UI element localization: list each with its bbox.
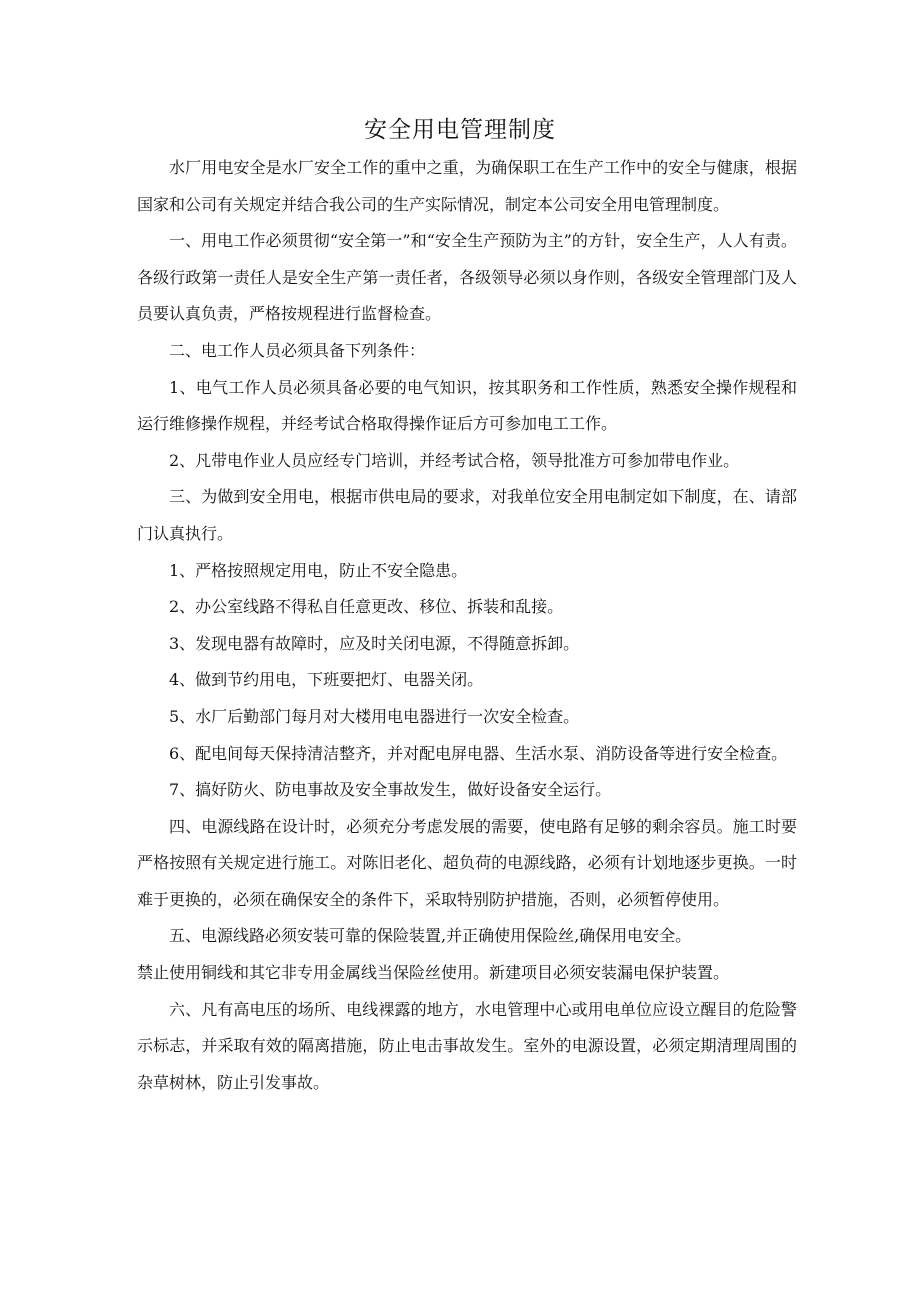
paragraph-section-3-item-2: 2、办公室线路不得私自任意更改、移位、拆装和乱接。 (169, 597, 564, 617)
paragraph-section-3-item-6: 6、配电间每天保持清洁整齐，并对配电屏电器、生活水泵、消防设备等进行安全检查。 (169, 743, 788, 763)
document-title: 安全用电管理制度 (364, 117, 556, 143)
document-body (137, 150, 797, 1101)
paragraph-section-5-continued: 禁止使用铜线和其它非专用金属线当保险丝使用。新建项目必须安装漏电保护装置。 (137, 963, 730, 983)
paragraph-section-2: 二、电工作人员必须具备下列条件： (169, 340, 426, 360)
paragraph-section-3-item-1: 1、严格按照规定用电，防止不安全隐患。 (169, 560, 468, 580)
paragraph-section-3-item-4: 4、做到节约用电，下班要把灯、电器关闭。 (169, 670, 484, 690)
paragraph-intro: 水厂用电安全是水厂安全工作的重中之重，为确保职工在生产工作中的安全与健康，根据国家和公司有关规定并结合我公司的生产实际情况，制定本公司安全用电管理制度。 (137, 158, 797, 214)
paragraph-section-6: 六、凡有高电压的场所、电线裸露的地方，水电管理中心或用电单位应设立醒目的危险警示标志，并采取有效的隔离措施，防止电击事故发生。室外的电源设置，必须定期清理周围的杂草树林，防止引发事故。 (137, 999, 797, 1092)
paragraph-section-3: 三、为做到安全用电，根据市供电局的要求，对我单位安全用电制定如下制度，在、请部门认真执行。 (137, 487, 797, 543)
paragraph-section-2-item-1: 1、电气工作人员必须具备必要的电气知识，按其职务和工作性质，熟悉安全操作规程和运行维修操作规程，并经考试合格取得操作证后方可参加电工工作。 (137, 377, 797, 434)
paragraph-section-2-item-2: 2、凡带电作业人员应经专门培训，并经考试合格，领导批准方可参加带电作业。 (169, 450, 740, 470)
paragraph-section-4: 四、电源线路在设计时，必须充分考虑发展的需要，使电路有足够的剩余容员。施工时要严格按照有关规定进行施工。对陈旧老化、超负荷的电源线路，必须有计划地逐步更换。一时难于更换的，必须在确保安全的条件下，采取特别防护措施，否则，必须暂停使用。 (137, 816, 797, 909)
paragraph-section-3-item-3: 3、发现电器有故障时，应及时关闭电源，不得随意拆卸。 (169, 633, 580, 653)
paragraph-section-3-item-5: 5、水厂后勤部门每月对大楼用电电器进行一次安全检查。 (169, 706, 580, 726)
paragraph-section-1: 一、用电工作必须贯彻“安全第一”和“安全生产预防为主”的方针，安全生产，人人有责。各级行政第一责任人是安全生产第一责任者，各级领导必须以身作则，各级安全管理部门及人员要认真负责，严格按规程进行监督检查。 (137, 231, 797, 324)
paragraph-section-3-item-7: 7、搞好防火、防电事故及安全事故发生，做好设备安全运行。 (169, 780, 612, 800)
paragraph-section-5: 五、电源线路必须安装可靠的保险装置,并正确使用保险丝,确保用电安全。 (169, 926, 692, 946)
